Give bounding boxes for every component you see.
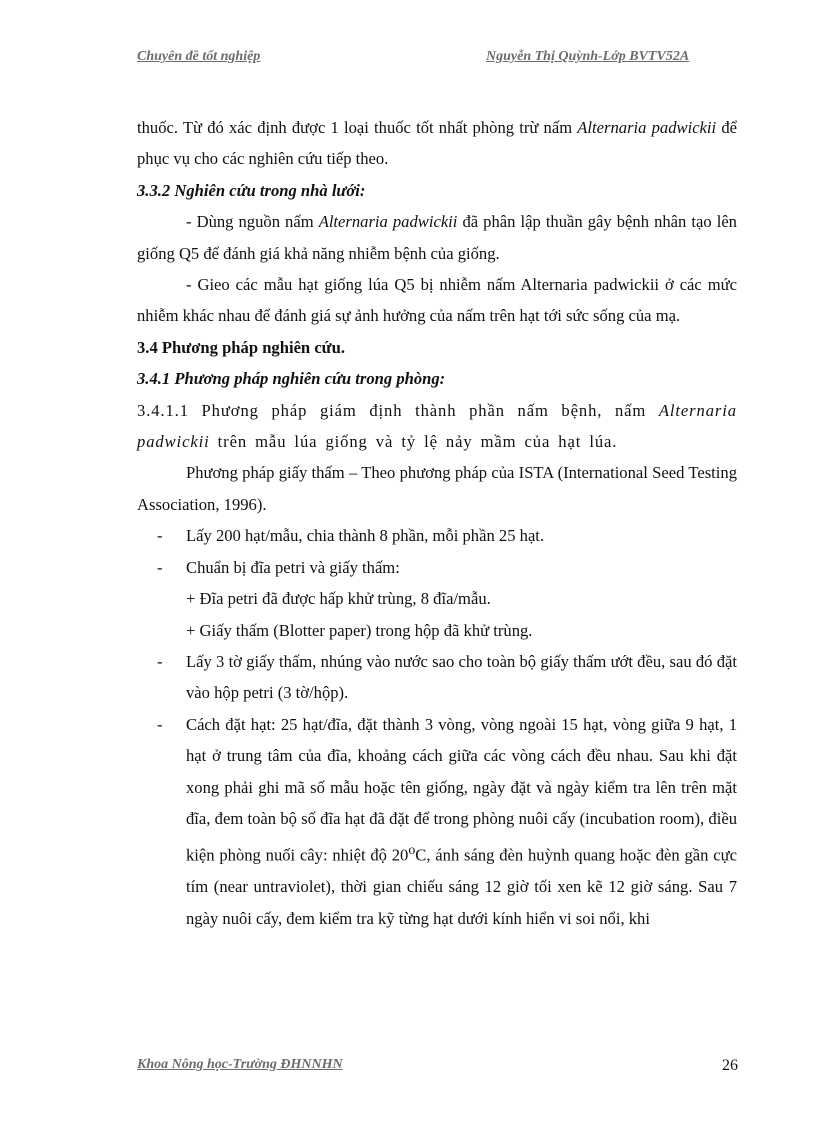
paragraph-3: - Gieo các mẫu hạt giống lúa Q5 bị nhiễm nấm Alternaria padwickii ở các mức nhiễm khác nhau để đánh giá sự ảnh hưởng của nấm trên hạt tới sức sống của mạ. [137, 275, 737, 326]
paragraph-2-text-b: đã phân lập thuần gây bệnh nhân tạo lên giống Q5 để đánh giá khả năng nhiễm bệnh của giống. [137, 212, 737, 263]
bullet-dash: - [157, 651, 163, 671]
bullet-dash: - [157, 526, 163, 546]
header-right: Nguyễn Thị Quỳnh-Lớp BVTV52A [486, 49, 690, 64]
header-left: Chuyên đề tốt nghiệp [137, 49, 261, 64]
bullet-dash: - [157, 557, 163, 577]
list-item-text: Lấy 200 hạt/mẫu, chia thành 8 phần, mỗi phần 25 hạt. [186, 526, 545, 546]
paragraph-1-text-a: thuốc. Từ đó xác định được 1 loại thuốc tốt nhất phòng trừ nấm [137, 118, 578, 137]
footer-left: Khoa Nông học-Trường ĐHNNHN [137, 1057, 343, 1072]
heading-3-4: 3.4 Phương pháp nghiên cứu. [137, 337, 346, 357]
list-item-text-b: C, ánh sáng đèn huỳnh quang hoặc đèn gần cực tím (near untraviolet), thời gian chiếu sáng 12 giờ tối xen kẽ 12 giờ sáng. Sau 7 ngày nuôi cấy, đem kiểm tra kỹ từng hạt dưới kính hiển vi soi nổi, khi [186, 845, 737, 928]
species-name: Alternaria padwickii [137, 400, 737, 452]
list-item [137, 646, 737, 709]
paragraph-2-text-a: - Dùng nguồn nấm [186, 212, 319, 232]
paragraph-2 [137, 206, 737, 269]
page-number: 26 [722, 1057, 738, 1074]
list-item-text [186, 709, 737, 934]
paragraph-4 [137, 395, 737, 458]
list-item [137, 552, 737, 583]
bullet-dash: - [157, 714, 163, 734]
sub-item: + Giấy thấm (Blotter paper) trong hộp đã khử trùng. [186, 620, 533, 640]
list-item [137, 520, 737, 551]
species-name: Alternaria padwickii [577, 118, 717, 137]
heading-3-4-1: 3.4.1 Phương pháp nghiên cứu trong phòng: [137, 369, 446, 389]
list-item-text-a: Cách đặt hạt: 25 hạt/đĩa, đặt thành 3 vòng, vòng ngoài 15 hạt, vòng giữa 9 hạt, 1 hạt ở trung tâm của đĩa, khoảng cách giữa các vòng cách đều nhau. Sau khi đặt xong phải ghi mã số mẫu hoặc tên giống, ngày đặt và ngày kiểm tra lên trên mặt đĩa, đem toàn bộ số đĩa hạt đã đặt để trong phòng nuôi cấy (incubation room), điều kiện phòng nuối cây: nhiệt độ 20 [186, 714, 737, 865]
paragraph-4-text-a: 3.4.1.1 Phương pháp giám định thành phần nấm bệnh, nấm [137, 400, 659, 420]
page-body [137, 112, 737, 934]
heading-3-3-2: 3.3.2 Nghiên cứu trong nhà lưới: [137, 180, 366, 200]
paragraph-1-text-b: để phục vụ cho các nghiên cứu tiếp theo. [137, 118, 737, 169]
species-name: Alternaria padwickii [318, 212, 458, 232]
sub-item: + Đĩa petri đã được hấp khử trùng, 8 đĩa/mẫu. [186, 589, 491, 609]
paragraph-5: Phương pháp giấy thấm – Theo phương pháp của ISTA (International Seed Testing Association, 1996). [137, 463, 737, 514]
paragraph-1 [137, 112, 737, 175]
paragraph-4-text-b: trên mẫu lúa giống và tỷ lệ nảy mầm của hạt lúa. [209, 432, 618, 452]
list-item [137, 709, 737, 934]
list-item-text: Lấy 3 tờ giấy thấm, nhúng vào nước sao cho toàn bộ giấy thấm ướt đều, sau đó đặt vào hộp petri (3 tờ/hộp). [186, 651, 737, 703]
degree-superscript: o [408, 842, 416, 858]
list-item-text: Chuẩn bị đĩa petri và giấy thấm: [186, 557, 400, 577]
